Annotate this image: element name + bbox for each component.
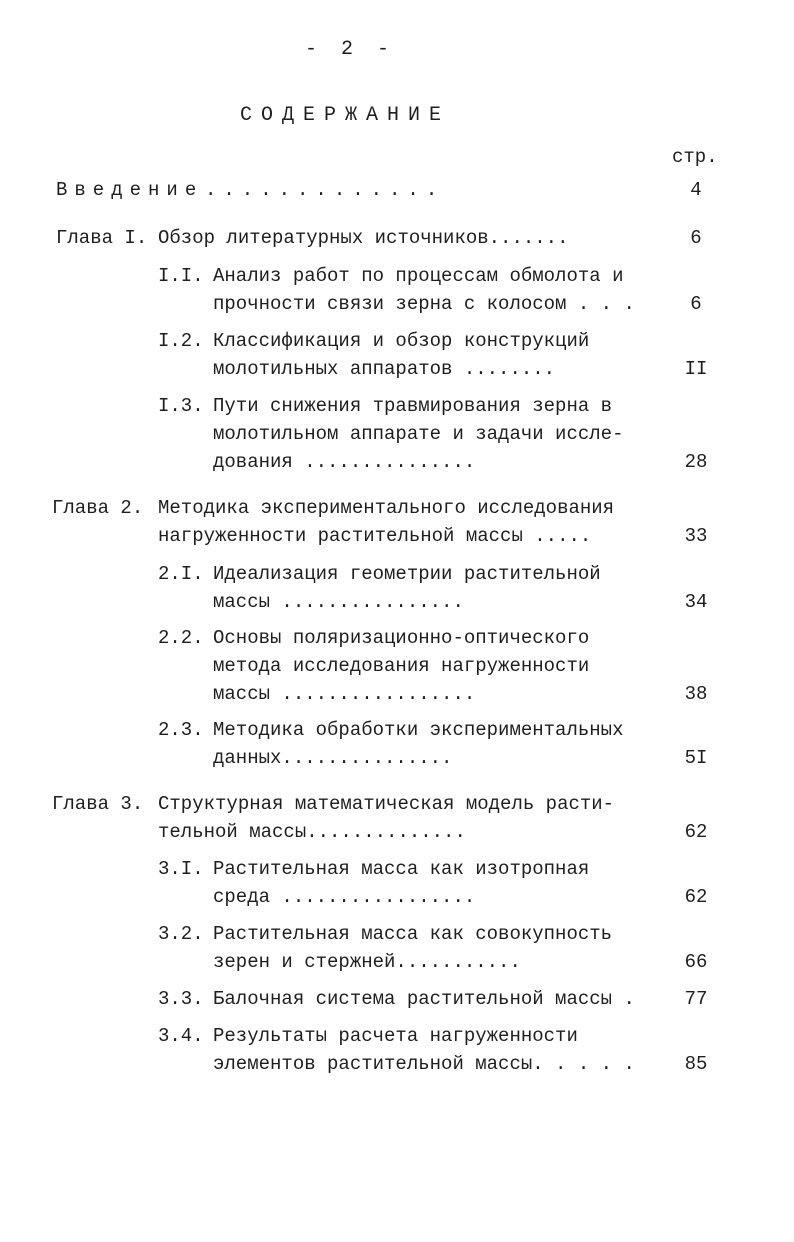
toc-section-1-1-line-1: Анализ работ по процессам обмолота и bbox=[213, 265, 624, 287]
toc-section-2-3-prefix: 2.3. bbox=[158, 719, 204, 741]
toc-section-2-3-page: 5I bbox=[684, 747, 708, 769]
toc-section-1-3-page: 28 bbox=[684, 451, 708, 473]
toc-section-3-4-page: 85 bbox=[684, 1053, 708, 1075]
toc-section-1-3-line-3: дования ............... bbox=[213, 451, 476, 473]
toc-entry-intro-prefix: Введение bbox=[56, 179, 204, 201]
toc-section-1-1-page: 6 bbox=[690, 293, 702, 315]
page-number: - 2 - bbox=[304, 38, 395, 61]
toc-section-2-1-page: 34 bbox=[684, 591, 708, 613]
toc-section-1-1-line-2: прочности связи зерна с колосом . . . bbox=[213, 293, 635, 315]
toc-section-2-2-line-2: метода исследования нагруженности bbox=[213, 655, 590, 677]
toc-section-2-3-line-1: Методика обработки экспериментальных bbox=[213, 719, 624, 741]
toc-section-1-2-page: II bbox=[684, 358, 708, 380]
toc-section-3-1-line-2: среда ................. bbox=[213, 886, 476, 908]
toc-section-3-1-line-1: Растительная масса как изотропная bbox=[213, 858, 590, 880]
toc-section-3-2-line-1: Растительная масса как совокупность bbox=[213, 923, 613, 945]
toc-entry-intro-page: 4 bbox=[690, 179, 702, 201]
toc-section-3-3-line-1: Балочная система растительной массы . bbox=[213, 988, 635, 1010]
toc-section-3-3-prefix: 3.3. bbox=[158, 988, 204, 1010]
toc-chapter-3-page: 62 bbox=[684, 821, 708, 843]
toc-section-1-3-prefix: I.3. bbox=[158, 395, 204, 417]
toc-section-1-3-line-1: Пути снижения травмирования зерна в bbox=[213, 395, 613, 417]
toc-section-3-2-page: 66 bbox=[684, 951, 708, 973]
page-column-label: стр. bbox=[672, 146, 718, 168]
toc-chapter-3-line-1: Структурная математическая модель расти- bbox=[158, 793, 615, 815]
toc-chapter-1-page: 6 bbox=[690, 227, 702, 249]
toc-section-1-3-line-2: молотильном аппарате и задачи иссле- bbox=[213, 423, 624, 445]
toc-section-2-2-line-3: массы ................. bbox=[213, 683, 476, 705]
page-title: СОДЕРЖАНИЕ bbox=[239, 104, 451, 127]
toc-section-2-3-line-2: данных............... bbox=[213, 747, 453, 769]
toc-chapter-2-line-1: Методика экспериментального исследования bbox=[158, 497, 615, 519]
toc-section-2-2-prefix: 2.2. bbox=[158, 627, 204, 649]
toc-chapter-2-prefix: Глава 2. bbox=[52, 497, 144, 519]
toc-section-2-2-page: 38 bbox=[684, 683, 708, 705]
toc-chapter-2-page: 33 bbox=[684, 525, 708, 547]
toc-chapter-2-line-2: нагруженности растительной массы ..... bbox=[158, 525, 592, 547]
toc-section-3-1-page: 62 bbox=[684, 886, 708, 908]
toc-section-3-1-prefix: 3.I. bbox=[158, 858, 204, 880]
toc-chapter-3-line-2: тельной массы.............. bbox=[158, 821, 466, 843]
toc-section-1-2-prefix: I.2. bbox=[158, 330, 204, 352]
toc-chapter-1-prefix: Глава I. bbox=[56, 227, 148, 249]
toc-section-2-1-prefix: 2.I. bbox=[158, 563, 204, 585]
toc-section-3-4-line-1: Результаты расчета нагруженности bbox=[213, 1025, 578, 1047]
toc-section-3-3-page: 77 bbox=[684, 988, 708, 1010]
toc-section-2-2-line-1: Основы поляризационно-оптического bbox=[213, 627, 590, 649]
toc-section-3-4-line-2: элементов растительной массы. . . . . bbox=[213, 1053, 635, 1075]
toc-section-1-2-line-2: молотильных аппаратов ........ bbox=[213, 358, 556, 380]
toc-section-3-2-prefix: 3.2. bbox=[158, 923, 204, 945]
toc-chapter-1-title: Обзор литературных источников....... bbox=[158, 227, 569, 249]
toc-section-3-4-prefix: 3.4. bbox=[158, 1025, 204, 1047]
toc-section-2-1-line-2: массы ................ bbox=[213, 591, 464, 613]
toc-section-3-2-line-2: зерен и стержней........... bbox=[213, 951, 521, 973]
toc-section-1-1-prefix: I.I. bbox=[158, 265, 204, 287]
toc-entry-intro-dots: ............. bbox=[205, 179, 445, 201]
toc-chapter-3-prefix: Глава 3. bbox=[52, 793, 144, 815]
toc-section-1-2-line-1: Классификация и обзор конструкций bbox=[213, 330, 590, 352]
toc-section-2-1-line-1: Идеализация геометрии растительной bbox=[213, 563, 601, 585]
